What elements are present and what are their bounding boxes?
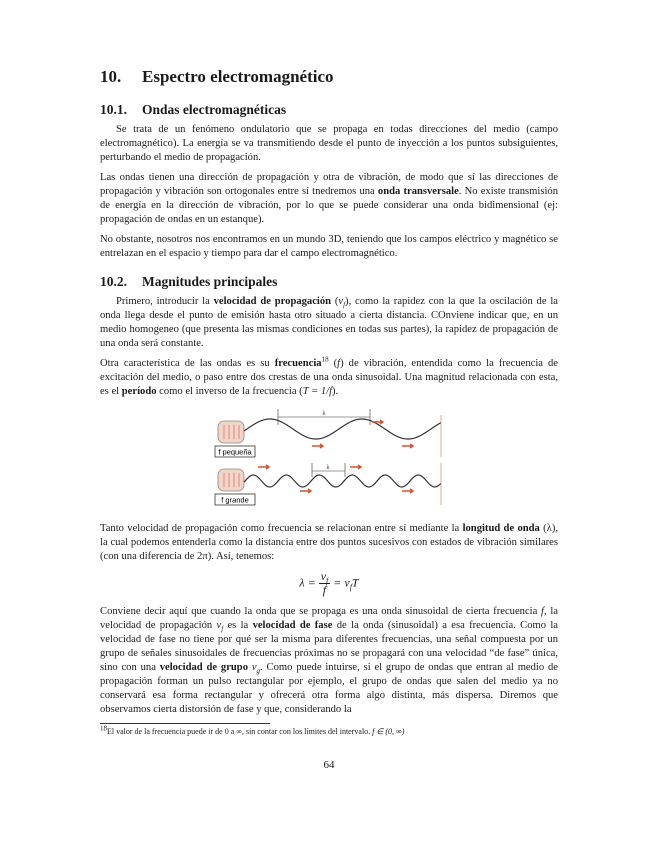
text-run: Las ondas tienen una dirección de propagación y otra de vibración, de modo que sí las direcciones de propagación y vibración son ortogonales entre sí tnedremos una: [100, 172, 558, 197]
section-number: 10.1.: [100, 102, 127, 117]
hand-icon: [218, 421, 244, 443]
text-run: (: [328, 358, 338, 369]
section-heading: [100, 273, 558, 291]
text-run: Se trata de un fenómeno ondulatorio que se propaga en todas direcciones del medio (campo electromagnético). La energía se va transmitiendo desde el punto de inyección a los puntos subsiguientes, perturbando el medio de propagación.: [100, 124, 558, 163]
math-text: f: [337, 358, 341, 369]
eq-sub: f: [349, 582, 352, 592]
paragraph: [100, 357, 558, 399]
bold-term: velocidad de grupo: [159, 662, 248, 673]
section-heading: [100, 101, 558, 119]
page-column: [100, 66, 558, 771]
math-text: v: [251, 662, 257, 673]
eq-numerator: v: [320, 569, 327, 583]
page-number: 64: [323, 759, 335, 771]
chapter-number: 10.: [100, 67, 122, 86]
text-run: No obstante, nosotros nos encontramos en un mundo 3D, teniendo que los campos eléctrico y magnético se entrelazan en el espacio y tiempo para dar el campo electromagnético.: [100, 234, 558, 259]
text-run: ).: [332, 386, 339, 397]
eq-fraction: [319, 570, 331, 597]
text-run: ) de vibración, entendida como la frecuencia de excitación del medio, o paso entre dos crestas de una onda sinusoidal. Una magnitud relacionada con esta, es el: [100, 358, 558, 397]
text-run: de la onda (sinusoidal) a esa frecuencia. Como la velocidad de fase no tiene por qué ser la misma para diferentes frecuencias, una señal compuesta por un grupo de señales sinusoidales de frecuencias próximas no se propagará con una velocidad “de fase” única, sino con una: [100, 620, 559, 673]
eq-lhs: λ =: [299, 575, 316, 590]
lambda-label: λ: [322, 411, 326, 417]
text-run: . Como puede intuirse, si el grupo de ondas que entran al medio de propagación forman un pulso rectangular por ejemplo, el grupo de ondas que salen del medio ya no conservará esa forma rectangular y ofrecerá otra forma algo distinta, más dispersa. Diremos que observamos cierta distorsión de fase y que, considerando la: [100, 662, 558, 715]
section-title: Ondas electromagnéticas: [142, 102, 287, 117]
bold-term: velocidad de fase: [252, 620, 333, 631]
math-text: v: [338, 296, 344, 307]
footnote: [100, 724, 558, 737]
text-run: Otra característica de las ondas es su: [100, 358, 275, 369]
footnote-text: El valor de la frecuencia puede ir de 0 a ∞, sin contar con los límites del intervalo.: [107, 727, 373, 736]
math-text: f: [541, 606, 544, 617]
text-run: como el inverso de la frecuencia (: [156, 386, 303, 397]
wave-figure: [214, 407, 444, 512]
text-run: , la velocidad de propagación: [100, 606, 558, 631]
bold-term: onda transversale: [377, 186, 459, 197]
section-number: 10.2.: [100, 274, 127, 289]
chapter-title: Espectro electromagnético: [142, 67, 334, 86]
label-f-small: f pequeña: [218, 447, 252, 457]
label-f-large: f grande: [221, 495, 249, 505]
math-text: T = 1/f: [302, 386, 333, 397]
bold-term: período: [121, 386, 157, 397]
paragraph: [100, 605, 558, 717]
paragraph: [100, 123, 558, 165]
footnote-rule: [100, 723, 270, 724]
hand-icon: [218, 469, 244, 491]
wavelength-equation: [100, 570, 558, 597]
math-text: v: [216, 620, 222, 631]
paragraph: [100, 295, 558, 351]
eq-rhs: = v: [333, 575, 350, 590]
chapter-heading: [100, 66, 558, 88]
eq-rhs-end: T: [351, 575, 359, 590]
text-run: Tanto velocidad de propagación como frecuencia se relacionan entre sí mediante la: [100, 523, 463, 534]
bold-term: velocidad de propagación: [213, 296, 332, 307]
text-run: ), como la rapidez con la que la oscilación de la onda llega desde el punto de emisión hasta otro situado a cierta distancia. COnviene indicar que, en un medio homogeneo (que presenta las mismas condiciones en todas sus partes), la rapidez de propagación de una onda será constante.: [100, 296, 558, 349]
math-text: 18: [321, 355, 329, 364]
text-run: (λ), la cual podemos entenderla como la distancia entre dos puntos sucesivos con estados de vibración similares (con una diferencia de 2π). Así, tenemos:: [100, 523, 558, 562]
text-run: Primero, introducir la: [116, 296, 214, 307]
math-text: f: [221, 625, 224, 634]
text-run: (: [331, 296, 339, 307]
text-run: Conviene decir aquí que cuando la onda que se propaga es una onda sinusoidal de cierta frecuencia: [100, 606, 542, 617]
math-text: g: [256, 667, 261, 676]
paragraph: [100, 522, 558, 564]
math-text: f: [343, 301, 346, 310]
paragraph: [100, 233, 558, 261]
bold-term: frecuencia: [274, 358, 322, 369]
footnote-math: f ∈ (0, ∞): [372, 727, 405, 736]
paragraph: [100, 171, 558, 227]
section-title: Magnitudes principales: [142, 274, 278, 289]
eq-sub: f: [326, 576, 329, 586]
footnote-mark: 18: [100, 724, 107, 733]
text-run: es la: [223, 620, 253, 631]
eq-denominator: f: [322, 583, 327, 597]
bold-term: longitud de onda: [462, 523, 540, 534]
text-run: . No existe transmisión de energía en la dirección de vibración, por lo que se puede considerar una onda bidimensional (ej: propagación de ondas en un estanque).: [100, 186, 559, 225]
lambda-label: λ: [326, 465, 330, 471]
